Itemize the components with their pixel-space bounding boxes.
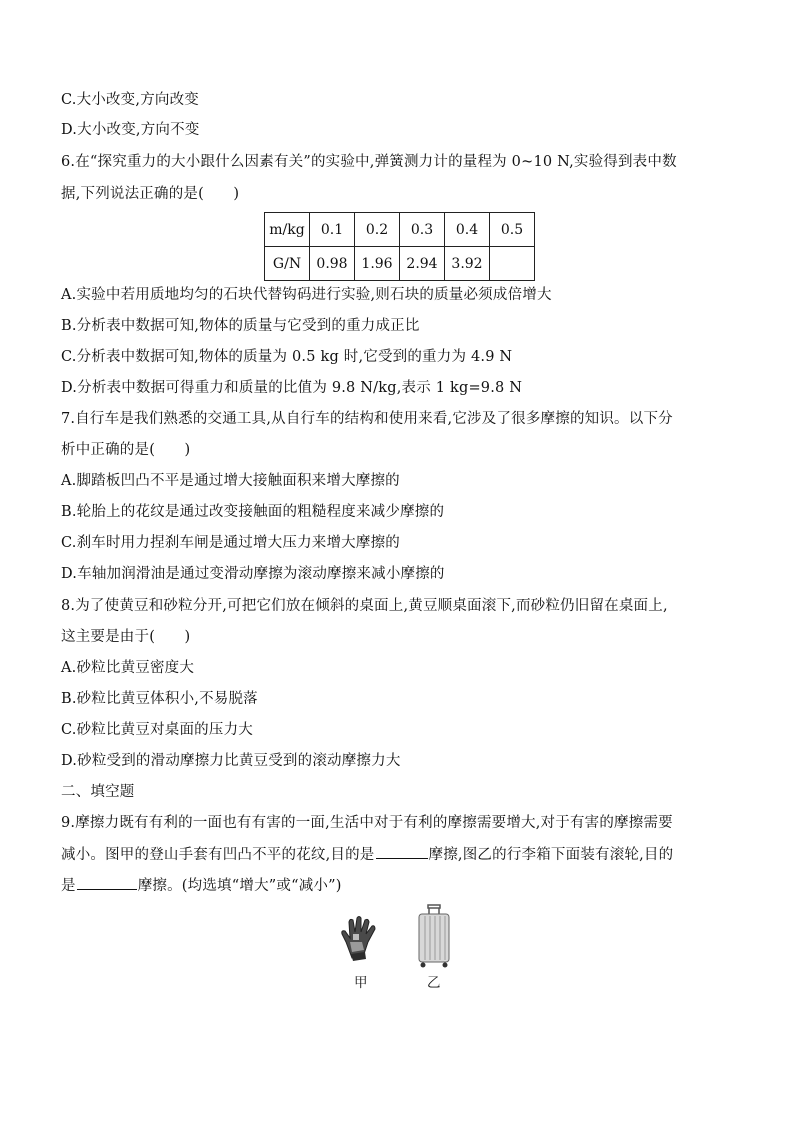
q6-data-table bbox=[264, 212, 535, 281]
q7-option-b: B.轮胎上的花纹是通过改变接触面的粗糙程度来减少摩擦的 bbox=[61, 504, 445, 520]
q9-line2 bbox=[61, 844, 673, 865]
q9-line3-text-a: 是 bbox=[61, 878, 76, 894]
q8-option-b: B.砂粒比黄豆体积小,不易脱落 bbox=[61, 691, 258, 707]
figure-label-yi: 乙 bbox=[427, 975, 441, 991]
q5-option-d: D.大小改变,方向不变 bbox=[61, 122, 200, 138]
q8-option-c: C.砂粒比黄豆对桌面的压力大 bbox=[61, 722, 253, 738]
q9-line2-text-a: 减小。图甲的登山手套有凹凸不平的花纹,目的是 bbox=[61, 847, 375, 863]
table-header-gravity: G/N bbox=[265, 247, 310, 281]
q6-option-c: C.分析表中数据可知,物体的质量为 0.5 kg 时,它受到的重力为 4.9 N bbox=[61, 349, 513, 365]
table-row bbox=[265, 247, 535, 281]
q6-option-a: A.实验中若用质地均匀的石块代替钩码进行实验,则石块的质量必须成倍增大 bbox=[61, 287, 552, 303]
q9-line1: 9.摩擦力既有有利的一面也有有害的一面,生活中对于有利的摩擦需要增大,对于有害的摩擦需要 bbox=[61, 815, 673, 831]
q6-stem-line1: 6.在“探究重力的大小跟什么因素有关”的实验中,弹簧测力计的量程为 0~10 N,实验得到表中数 bbox=[61, 154, 677, 170]
suitcase-icon bbox=[416, 904, 452, 968]
q9-line3-text-b: 摩擦。(均选填“增大”或“减小”) bbox=[137, 878, 342, 894]
table-cell: 3.92 bbox=[445, 247, 490, 281]
table-header-mass: m/kg bbox=[265, 213, 310, 247]
q6-option-b: B.分析表中数据可知,物体的质量与它受到的重力成正比 bbox=[61, 318, 420, 334]
q6-option-d: D.分析表中数据可得重力和质量的比值为 9.8 N/kg,表示 1 kg=9.8 N bbox=[61, 380, 523, 396]
q7-option-a: A.脚踏板凹凸不平是通过增大接触面积来增大摩擦的 bbox=[61, 473, 400, 489]
q7-stem-line2: 析中正确的是( ) bbox=[61, 442, 191, 458]
table-cell: 0.1 bbox=[310, 213, 355, 247]
q6-stem-line2: 据,下列说法正确的是( ) bbox=[61, 186, 240, 202]
q7-option-c: C.刹车时用力捏刹车闸是通过增大压力来增大摩擦的 bbox=[61, 535, 400, 551]
q7-option-d: D.车轴加润滑油是通过变滑动摩擦为滚动摩擦来减小摩擦的 bbox=[61, 566, 445, 582]
table-cell: 0.98 bbox=[310, 247, 355, 281]
q8-option-d: D.砂粒受到的滑动摩擦力比黄豆受到的滚动摩擦力大 bbox=[61, 753, 401, 769]
section-title: 二、填空题 bbox=[61, 784, 135, 800]
table-cell: 0.3 bbox=[400, 213, 445, 247]
answer-blank-1[interactable] bbox=[376, 844, 428, 859]
table-row bbox=[265, 213, 535, 247]
table-cell: 0.2 bbox=[355, 213, 400, 247]
table-cell: 0.5 bbox=[490, 213, 535, 247]
q9-line3 bbox=[61, 875, 342, 896]
figure-label-jia: 甲 bbox=[354, 975, 368, 991]
q5-option-c: C.大小改变,方向改变 bbox=[61, 92, 199, 108]
table-cell: 1.96 bbox=[355, 247, 400, 281]
table-cell: 2.94 bbox=[400, 247, 445, 281]
q7-stem-line1: 7.自行车是我们熟悉的交通工具,从自行车的结构和使用来看,它涉及了很多摩擦的知识。以下分 bbox=[61, 411, 673, 427]
answer-blank-2[interactable] bbox=[77, 875, 137, 890]
q8-stem-line2: 这主要是由于( ) bbox=[61, 629, 191, 645]
table-cell bbox=[490, 247, 535, 281]
table-cell: 0.4 bbox=[445, 213, 490, 247]
q8-option-a: A.砂粒比黄豆密度大 bbox=[61, 660, 195, 676]
q8-stem-line1: 8.为了使黄豆和砂粒分开,可把它们放在倾斜的桌面上,黄豆顺桌面滚下,而砂粒仍旧留在桌面上, bbox=[61, 598, 668, 614]
q9-line2-text-b: 摩擦,图乙的行李箱下面装有滚轮,目的 bbox=[428, 847, 674, 863]
glove-icon bbox=[338, 912, 384, 962]
